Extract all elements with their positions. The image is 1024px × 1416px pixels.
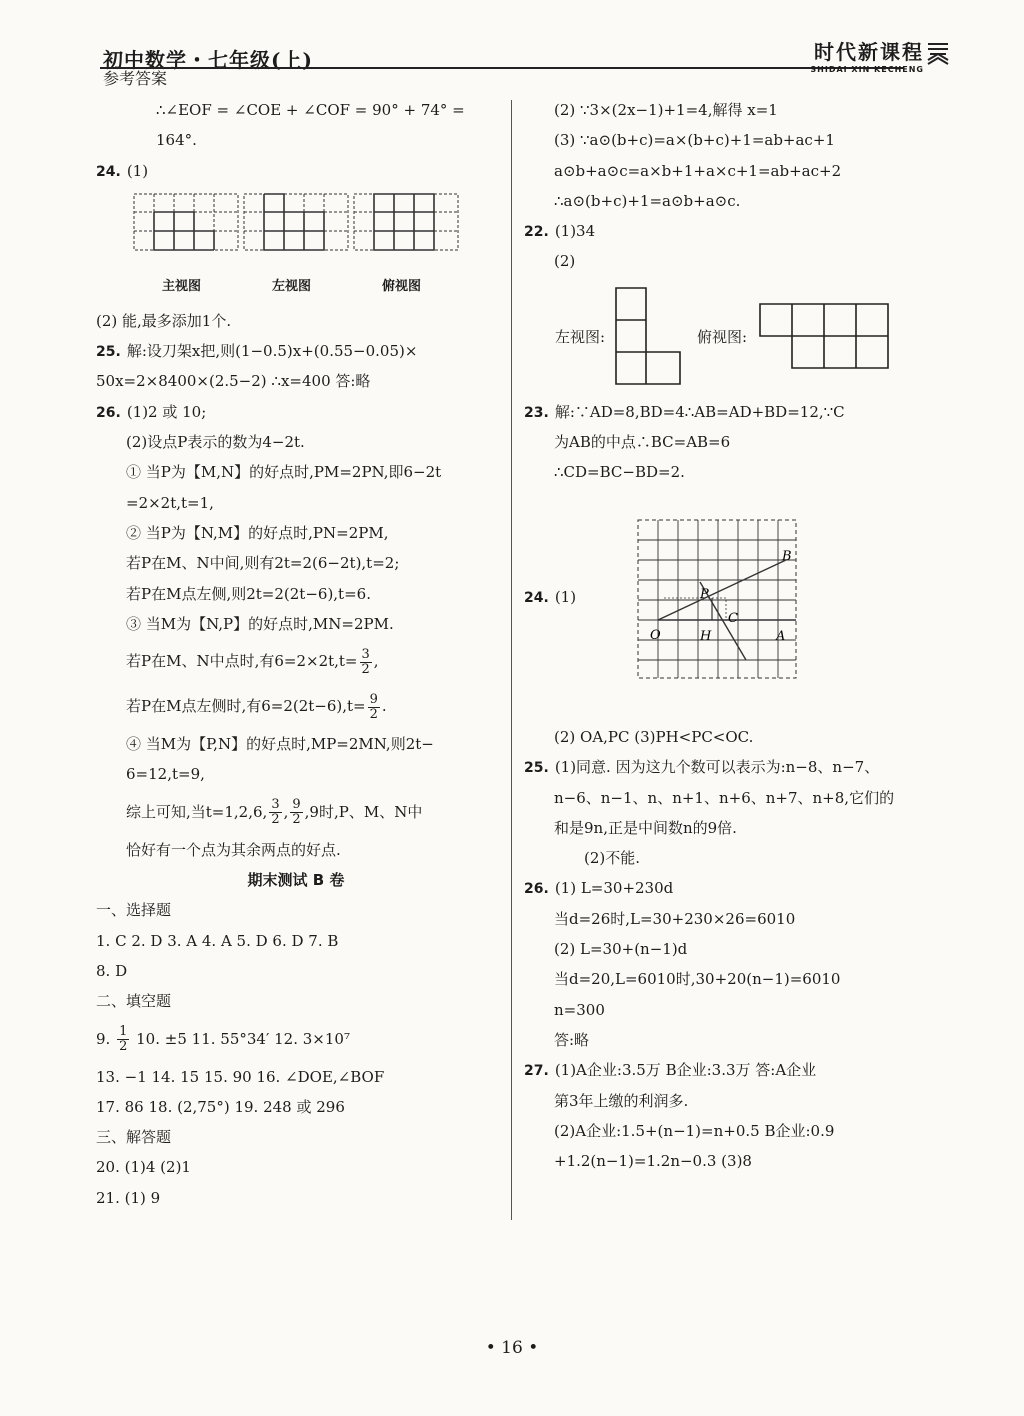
text-line: n=300 — [554, 1000, 605, 1019]
point-label: O — [650, 628, 661, 643]
question-number: 27. — [524, 1063, 549, 1080]
text-line: a⊙b+a⊙c=a×b+1+a×c+1=ab+ac+2 — [554, 161, 842, 180]
text-line: 21. (1) 9 — [96, 1188, 161, 1207]
fill-answers: 9. $\frac{1}{2}$ 10. ±5 11. 55°34′ 12. 3×10⁷ — [96, 1024, 350, 1055]
three-view-figures — [134, 192, 484, 252]
top-view-figure — [758, 302, 892, 372]
question-number: 24. — [96, 163, 121, 180]
book-title: 初中数学・七年级(上) — [103, 48, 313, 72]
text-line: (2)A企业:1.5+(n−1)=n+0.5 B企业:0.9 — [554, 1121, 835, 1140]
view-label: 主视图 — [162, 279, 202, 294]
brand-pinyin: SHIDAI XIN KECHENG — [810, 65, 924, 74]
view-label: 左视图 — [272, 279, 312, 294]
fraction: $\frac{3}{2}$ — [271, 797, 280, 828]
text-line: 若P在M、N中间,则有2t=2(6−2t),t=2; — [126, 554, 400, 573]
text-line: ③ 当M为【N,P】的好点时,MN=2PM. — [126, 614, 394, 633]
fill-answers: 13. −1 14. 15 15. 90 16. ∠DOE,∠BOF — [96, 1067, 385, 1086]
left-view-grid — [244, 194, 348, 250]
fraction: $\frac{9}{2}$ — [369, 691, 378, 722]
text-line: 和是9n,正是中间数n的9倍. — [554, 818, 737, 837]
text-line: (3) ∵a⊙(b+c)=a×(b+c)+1=ab+ac+1 — [554, 131, 835, 150]
mc-answers: 8. D — [96, 961, 128, 980]
question-number: 25. — [524, 760, 549, 777]
text-line: (2) 能,最多添加1个. — [96, 311, 232, 330]
text-line: +1.2(n−1)=1.2n−0.3 (3)8 — [554, 1152, 752, 1171]
text-line: 20. (1)4 (2)1 — [96, 1158, 191, 1177]
text-line: 当d=20,L=6010时,30+20(n−1)=6010 — [554, 970, 841, 989]
text-line: (2) OA,PC (3)PH<PC<OC. — [554, 728, 754, 746]
text-line: 24. (1) — [524, 588, 577, 606]
text-line: (2) L=30+(n−1)d — [554, 940, 688, 959]
column-divider — [511, 100, 512, 1220]
brand-name: 时代新课程 — [814, 40, 924, 64]
point-label: C — [728, 611, 738, 626]
text-line: ④ 当M为【P,N】的好点时,MP=2MN,则2t− — [126, 735, 434, 754]
right-column-lower: (2) OA,PC (3)PH<PC<OC. 25. (1)同意. 因为这九个数可以表示为:n−8、n−7、 n−6、n−1、n、n+1、n+6、n+7、n+8,它们的 和是9n,正是中间数n的9倍. (2)不能. 26. (1) L=30+230d 当d=26时,L=30+230×26=6010 (2) L=30+(n−1)d 当d=20,L=6010时,30+20(n−1)=6010 n=300 答:略 27. (1)A企业:3.5万 B企业:3.3万 答:A企业 第3年上缴的利润多. (2)A企业:1.5+(n−1)=n+0.5 B企业:0.9 +1.2(n−1)=1.2n−0.3 (3)8 — [524, 722, 914, 1176]
point-label: B — [782, 549, 792, 564]
text-line: 若P在M点左侧时,有6=2(2t−6),t= $\frac{9}{2}$ . — [126, 691, 387, 722]
text-line: 若P在M点左侧,则2t=2(2t−6),t=6. — [126, 584, 371, 603]
question-number: 26. — [524, 881, 549, 898]
left-column — [96, 95, 496, 1213]
text-line: n−6、n−1、n、n+1、n+6、n+7、n+8,它们的 — [554, 788, 895, 807]
text-line: 恰好有一个点为其余两点的好点. — [126, 840, 341, 859]
text-line: 当d=26时,L=30+230×26=6010 — [554, 909, 796, 928]
section-heading: 一、选择题 — [96, 901, 172, 920]
fraction: $\frac{3}{2}$ — [361, 646, 370, 677]
brand — [810, 36, 924, 74]
question-number: 23. — [524, 404, 549, 421]
question-number: 25. — [96, 344, 121, 361]
text-line: ∴a⊙(b+c)+1=a⊙b+a⊙c. — [554, 191, 741, 210]
top-view-label: 俯视图: — [697, 328, 748, 346]
text-line: 为AB的中点∴BC=AB=6 — [554, 433, 731, 452]
fraction: $\frac{1}{2}$ — [119, 1024, 128, 1055]
text-line: 若P在M、N中点时,有6=2×2t,t= $\frac{3}{2}$ , — [126, 646, 379, 677]
header-rule — [100, 67, 904, 69]
brand-logo-icon — [926, 40, 950, 66]
point-label: P — [700, 587, 709, 602]
front-view-grid — [134, 194, 238, 250]
text-line: =2×2t,t=1, — [126, 493, 214, 512]
text-line: 解:设刀架x把,则(1−0.5)x+(0.55−0.05)× — [126, 342, 418, 361]
text-line: 综上可知,当t=1,2,6, $\frac{3}{2}$ , $\frac{9}{2}$ ,9时,P、M、N中 — [126, 797, 423, 828]
text-line: (2) — [554, 252, 576, 271]
text-line: ① 当P为【M,N】的好点时,PM=2PN,即6−2t — [126, 463, 442, 482]
fill-answers: 17. 86 18. (2,75°) 19. 248 或 296 — [96, 1097, 345, 1116]
question-number: 26. — [96, 404, 121, 421]
right-column: (2) ∵3×(2x−1)+1=4,解得 x=1 (3) ∵a⊙(b+c)=a×(b+c)+1=ab+ac+1 a⊙b+a⊙c=a×b+1+a×c+1=ab+ac+2 ∴a⊙(b+c)+1=a⊙b+a⊙c. 22. (1)34 (2) 23. 解:∵AD=8,BD=4∴AB=AD+BD=12,∵C 为AB的中点∴BC=AB=6 ∴CD=BC−BD=2. — [524, 95, 914, 488]
left-view-label: 左视图: — [555, 328, 606, 346]
text-line: ② 当P为【N,M】的好点时,PN=2PM, — [126, 523, 389, 542]
text-line: 6=12,t=9, — [126, 765, 205, 784]
point-label: A — [776, 629, 786, 644]
text-line: (2)不能. — [584, 849, 641, 868]
text-line: (1) — [126, 161, 149, 180]
left-view-figure — [614, 286, 682, 386]
text-line: ∴∠EOF = ∠COE + ∠COF = 90° + 74° = — [156, 101, 465, 119]
section-heading: 三、解答题 — [96, 1128, 172, 1147]
section-heading: 二、填空题 — [96, 992, 172, 1011]
text-line: (2)设点P表示的数为4−2t. — [126, 433, 305, 452]
section-subtitle: 参考答案 — [103, 69, 168, 88]
point-label: H — [700, 629, 712, 644]
page-number: • 16 • — [485, 1338, 539, 1358]
fraction: $\frac{9}{2}$ — [292, 797, 301, 828]
text-line: (1)2 或 10; — [126, 402, 207, 421]
text-line: 50x=2×8400×(2.5−2) ∴x=400 答:略 — [96, 372, 371, 391]
text-line: (2) ∵3×(2x−1)+1=4,解得 x=1 — [554, 101, 778, 119]
text-line: 164°. — [156, 131, 197, 150]
view-label: 俯视图 — [382, 279, 422, 294]
section-title: 期末测试 B 卷 — [247, 871, 345, 890]
mc-answers: 1. C 2. D 3. A 4. A 5. D 6. D 7. B — [96, 931, 339, 950]
text-line: 答:略 — [554, 1030, 590, 1049]
grid-figure — [636, 518, 800, 682]
text-line: 第3年上缴的利润多. — [554, 1091, 689, 1110]
text-line: ∴CD=BC−BD=2. — [554, 463, 685, 482]
top-view-grid — [354, 194, 458, 250]
question-number: 22. — [524, 224, 549, 241]
